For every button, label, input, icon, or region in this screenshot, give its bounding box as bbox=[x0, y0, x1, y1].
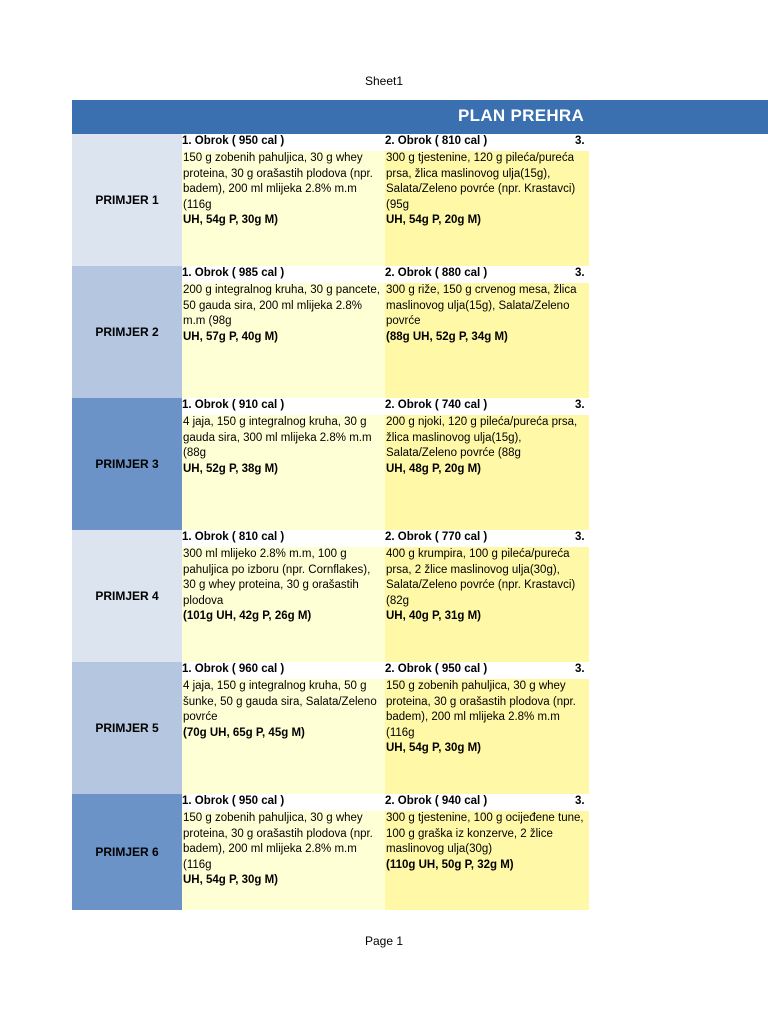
table-row bbox=[72, 530, 589, 662]
meal-2-text: 300 g riže, 150 g crvenog mesa, žlica maslinovog ulja(15g), Salata/Zeleno povrće bbox=[386, 284, 577, 328]
meal-1-cell bbox=[182, 415, 385, 530]
meal-2-header: 2. Obrok ( 950 cal ) bbox=[385, 663, 488, 675]
meal-3-header: 3. bbox=[575, 267, 585, 279]
meal-1-macros: UH, 57g P, 40g M) bbox=[183, 330, 279, 343]
meal-1-macros: UH, 52g P, 38g M) bbox=[183, 462, 279, 475]
meal-1-header: 1. Obrok ( 950 cal ) bbox=[182, 135, 285, 147]
meal-2-macros: UH, 40g P, 31g M) bbox=[386, 610, 482, 623]
meal-1-text: 4 jaja, 150 g integralnog kruha, 30 g gauda sira, 300 ml mlijeka 2.8% m.m (88g bbox=[183, 416, 372, 460]
meal-1-macros: (70g UH, 65g P, 45g M) bbox=[183, 726, 305, 739]
row-label: PRIMJER 2 bbox=[72, 266, 182, 398]
meal-1-text: 150 g zobenih pahuljica, 30 g whey proteina, 30 g orašastih plodova (npr. badem), 200 ml mlijeka 2.8% m.m (116g bbox=[183, 812, 373, 871]
meal-2-header: 2. Obrok ( 770 cal ) bbox=[385, 531, 488, 543]
meal-3-header: 3. bbox=[575, 663, 585, 675]
meal-1-header: 1. Obrok ( 985 cal ) bbox=[182, 267, 285, 279]
title-banner bbox=[72, 100, 768, 134]
meal-plan-table bbox=[72, 134, 589, 910]
meal-2-cell bbox=[385, 283, 589, 398]
table-row bbox=[72, 398, 589, 530]
meal-2-text: 300 g tjestenine, 120 g pileća/pureća prsa, žlica maslinovog ulja(15g), Salata/Zeleno povrće (npr. Krastavci) (95g bbox=[386, 152, 576, 211]
meal-2-macros: UH, 54g P, 20g M) bbox=[386, 214, 482, 227]
meal-1-header: 1. Obrok ( 810 cal ) bbox=[182, 531, 285, 543]
meal-1-text: 200 g integralnog kruha, 30 g pancete, 50 gauda sira, 200 ml mlijeka 2.8% m.m (98g bbox=[183, 284, 380, 328]
table-row bbox=[72, 794, 589, 910]
table-row bbox=[72, 266, 589, 398]
row-label: PRIMJER 3 bbox=[72, 398, 182, 530]
meal-2-text: 400 g krumpira, 100 g pileća/pureća prsa, 2 žlice maslinovog ulja(30g), Salata/Zeleno povrće (npr. Krastavci) (82g bbox=[386, 548, 576, 607]
meal-2-cell bbox=[385, 679, 589, 794]
meal-1-macros: UH, 54g P, 30g M) bbox=[183, 874, 279, 887]
meal-1-text: 300 ml mlijeko 2.8% m.m, 100 g pahuljica po izboru (npr. Cornflakes), 30 g whey proteina, 30 g orašastih plodova bbox=[183, 548, 371, 607]
row-label: PRIMJER 6 bbox=[72, 794, 182, 910]
meal-2-cell bbox=[385, 151, 589, 266]
meal-1-text: 4 jaja, 150 g integralnog kruha, 50 g šunke, 50 g gauda sira, Salata/Zeleno povrće bbox=[183, 680, 377, 724]
plan-title: PLAN PREHRA bbox=[458, 106, 585, 125]
meal-2-text: 300 g tjestenine, 100 g ocijeđene tune, 100 g graška iz konzerve, 2 žlice maslinovog ulja(30g) bbox=[386, 812, 584, 856]
page-footer: Page 1 bbox=[364, 934, 404, 948]
meal-2-macros: (88g UH, 52g P, 34g M) bbox=[386, 330, 508, 343]
meal-2-header: 2. Obrok ( 810 cal ) bbox=[385, 135, 488, 147]
meal-1-header: 1. Obrok ( 960 cal ) bbox=[182, 663, 285, 675]
meal-2-cell bbox=[385, 811, 589, 910]
meal-2-header: 2. Obrok ( 740 cal ) bbox=[385, 399, 488, 411]
row-label: PRIMJER 1 bbox=[72, 134, 182, 266]
meal-2-header: 2. Obrok ( 880 cal ) bbox=[385, 267, 488, 279]
sheet-name: Sheet1 bbox=[364, 74, 404, 88]
meal-3-header: 3. bbox=[575, 795, 585, 807]
meal-2-cell bbox=[385, 547, 589, 662]
meal-3-header: 3. bbox=[575, 135, 585, 147]
table-row bbox=[72, 134, 589, 266]
meal-1-cell bbox=[182, 679, 385, 794]
row-label: PRIMJER 5 bbox=[72, 662, 182, 794]
meal-1-cell bbox=[182, 151, 385, 266]
meal-2-macros: UH, 54g P, 30g M) bbox=[386, 742, 482, 755]
meal-3-header: 3. bbox=[575, 399, 585, 411]
meal-3-header: 3. bbox=[575, 531, 585, 543]
meal-1-cell bbox=[182, 811, 385, 910]
row-label: PRIMJER 4 bbox=[72, 530, 182, 662]
meal-1-cell bbox=[182, 283, 385, 398]
meal-1-macros: UH, 54g P, 30g M) bbox=[183, 214, 279, 227]
meal-2-cell bbox=[385, 415, 589, 530]
meal-2-macros: UH, 48g P, 20g M) bbox=[386, 462, 482, 475]
meal-2-text: 200 g njoki, 120 g pileća/pureća prsa, žlica maslinovog ulja(15g), Salata/Zeleno povrće (88g bbox=[386, 416, 578, 460]
meal-2-text: 150 g zobenih pahuljica, 30 g whey proteina, 30 g orašastih plodova (npr. badem), 200 ml mlijeka 2.8% m.m (116g bbox=[386, 680, 576, 739]
meal-1-text: 150 g zobenih pahuljica, 30 g whey proteina, 30 g orašastih plodova (npr. badem), 200 ml mlijeka 2.8% m.m (116g bbox=[183, 152, 373, 211]
meal-1-header: 1. Obrok ( 950 cal ) bbox=[182, 795, 285, 807]
meal-1-cell bbox=[182, 547, 385, 662]
meal-1-header: 1. Obrok ( 910 cal ) bbox=[182, 399, 285, 411]
meal-2-macros: (110g UH, 50g P, 32g M) bbox=[386, 858, 514, 871]
meal-1-macros: (101g UH, 42g P, 26g M) bbox=[183, 610, 312, 623]
table-row bbox=[72, 662, 589, 794]
meal-2-header: 2. Obrok ( 940 cal ) bbox=[385, 795, 488, 807]
